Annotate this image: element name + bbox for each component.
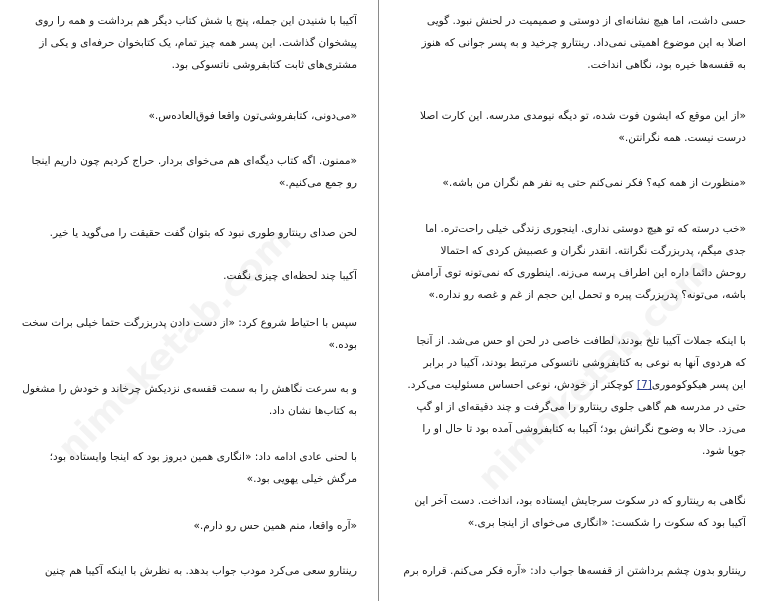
text-line: پیشخوان گذاشت. این پسر همه چیز تمام، یک کتابخوان حرفه‌ای و یکی از (39, 37, 357, 49)
text-line: می‌زد. حالا به وضوح نگرانش بود؛ آکیبا به کتابفروشی آمده بود تا حال او را (422, 423, 746, 435)
text-line: «ممنون. اگه کتاب دیگه‌ای هم می‌خوای بردار. حراج کردیم چون داریم اینجا (31, 155, 357, 167)
text-line: حسی داشت، اما هیچ نشانه‌ای از دوستی و صمیمیت در لحنش نبود. گویی (426, 15, 746, 27)
text-line: آکیبا با شنیدن این جمله، پنج یا شش کتاب دیگر هم برداشت و همه را روی (35, 15, 357, 27)
text-line: با لحنی عادی ادامه داد: «انگاری همین دیروز بود که اینجا وایستاده بود؛ (49, 451, 357, 463)
text-line: رو جمع می‌کنیم.» (278, 177, 357, 189)
page-left (22, 0, 357, 601)
page-divider (378, 0, 379, 601)
text-line: آکیبا چند لحظه‌ای چیزی نگفت. (223, 270, 357, 282)
text-line: نگاهی به رینتارو که در سکوت سرجایش ایستاده بود، انداخت. دست آخر این (414, 495, 746, 507)
text-line: به قفسه‌ها خیره بود، نگاهی انداخت. (587, 59, 746, 71)
text-line: جویا شود. (702, 445, 746, 457)
text-line: آکیبا بود که سکوت را شکست: «انگاری می‌خوای از اینجا بری.» (467, 517, 746, 529)
text-line: اصلا به این موضوع اهمیتی نمی‌داد. رینتارو چرخید و به پسر جوانی که هنوز (421, 37, 746, 49)
paragraph (22, 222, 357, 244)
text-line: جدی میگم، پدربزرگت نگرانته. انقدر نگران و عصبیش کردی که احتمالا (440, 245, 746, 257)
text-line: که هردوی آنها به نوعی به کتابفروشی ناتسوکی مرتبط بودند، آکیبا در برابر (423, 357, 746, 369)
paragraph (22, 10, 357, 76)
text-line: رینتارو سعی می‌کرد مودب جواب بدهد. به نظرش با اینکه آکیبا هم چنین (44, 565, 357, 577)
paragraph (403, 10, 746, 76)
paragraph (403, 218, 746, 306)
paragraph (22, 312, 357, 356)
text-line: حتی در مدرسه هم گاهی جلوی رینتارو را می‌گرفت و چند دقیقه‌ای از او گپ (416, 401, 746, 413)
page-right (403, 0, 746, 601)
text-line: «خب درسته که تو هیچ دوستی نداری. اینجوری زندگی خیلی راحت‌تره. اما (425, 223, 746, 235)
paragraph (22, 446, 357, 490)
paragraph (22, 150, 357, 194)
paragraph (403, 105, 746, 149)
text-line: و به سرعت نگاهش را به سمت قفسه‌ی نزدیکش چرخاند و خودش را مشغول (22, 383, 357, 395)
paragraph (403, 490, 746, 534)
text-line: درست نیست. همه نگرانتن.» (618, 132, 746, 144)
paragraph (22, 515, 357, 537)
text-line: با اینکه جملات آکیبا تلخ بودند، لطافت خاصی در لحن او حس می‌شد. از آنجا (416, 335, 746, 347)
paragraph (403, 560, 746, 582)
paragraph (22, 378, 357, 422)
footnote-link[interactable]: [7] (636, 379, 652, 391)
text-line: باشه، می‌تونه؟ پدربزرگت پیره و تحمل این حجم از غم و غصه رو نداره.» (428, 289, 746, 301)
text-line: سپس با احتیاط شروع کرد: «از دست دادن پدربزرگت حتما خیلی برات سخت (22, 317, 357, 329)
text-line: لحن صدای رینتارو طوری نبود که بتوان گفت حقیقت را می‌گوید یا خیر. (49, 227, 357, 239)
text-line: به کتاب‌ها نشان داد. (268, 405, 357, 417)
paragraph (22, 105, 357, 127)
text-line: روحش دائما داره این اطراف پرسه می‌زنه. اینطوری که نمی‌تونه توی آرامش (411, 267, 746, 279)
text-line: رینتارو بدون چشم برداشتن از قفسه‌ها جواب داد: «آره فکر می‌کنم. قراره برم (403, 565, 746, 577)
text-line: «می‌دونی، کتابفروشی‌تون واقعا فوق‌العاده‌س.» (148, 110, 357, 122)
text-line: مشتری‌های ثابت کتابفروشی ناتسوکی بود. (171, 59, 357, 71)
paragraph (22, 265, 357, 287)
paragraph (403, 172, 746, 194)
paragraph (403, 330, 746, 462)
text-line: «از این موقع که ایشون فوت شده، تو دیگه نیومدی مدرسه. این کارت اصلا (420, 110, 746, 122)
text-line: مرگش خیلی یهویی بود.» (246, 473, 357, 485)
paragraph (22, 560, 357, 582)
text-line: بوده.» (328, 339, 357, 351)
text-line: این پسر هیکوکوموری[7] کوچکتر از خودش، نوعی احساس مسئولیت می‌کرد. (407, 379, 746, 391)
text-line: «آره واقعا، منم همین حس رو دارم.» (193, 520, 357, 532)
text-line: «منظورت از همه کیه؟ فکر نمی‌کنم حتی یه نفر هم نگران من باشه.» (442, 177, 746, 189)
